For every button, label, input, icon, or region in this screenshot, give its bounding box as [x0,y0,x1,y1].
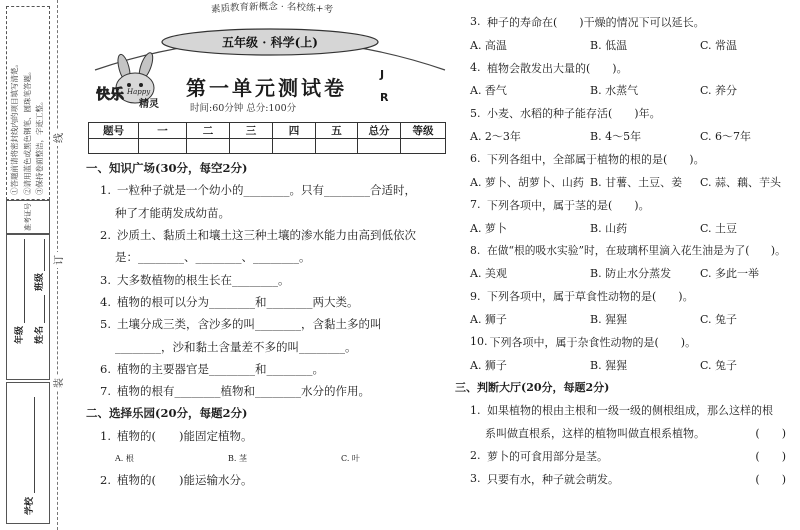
school-fill-line [34,397,35,493]
rabbit-eye-icon [139,83,143,87]
section-heading: 三、判断大厅(20分，每题2分) [455,381,610,395]
seal-mark-pack: 装 [50,375,65,391]
options-row [455,307,792,330]
question-text: 大多数植物的根生长在________。 [117,272,290,287]
answer-option: C. 土豆 [700,221,738,235]
class-label: 班级 [35,272,45,291]
question-text: 植物的( )能固定植物。 [117,428,253,443]
question-line [455,330,792,353]
slogan: 素质教育新概念 · 名校练+考 [210,1,334,16]
question-text: ________，沙和黏土含量差不多的叫________。 [115,339,357,354]
question-line [86,268,448,290]
options-row [86,447,448,469]
question-line [86,224,448,246]
logo-text-top: 快乐 [96,87,124,103]
answer-option: B. 茎 [228,453,247,463]
answer-option: B. 防止水分蒸发 [590,267,672,281]
question-number: 3. [470,472,481,486]
options-row [455,79,792,102]
answer-option: B. 4～5年 [590,130,642,144]
notice-line: ①答题前请将密封线内的项目填写清楚。 [10,60,19,195]
question-number: 2. [100,473,111,488]
question-text: 只要有水，种子就会萌发。 [487,472,619,486]
right-question-column [455,11,792,491]
question-text: 植物的根可以分为________和________两大类。 [117,294,359,309]
score-cell [273,139,316,154]
answer-option: A. 美观 [470,267,507,281]
side-letter: R [380,91,389,104]
continuation-line [86,202,448,224]
question-line [455,11,792,34]
answer-option: A. 萝卜、胡萝卜、山药 [470,175,584,189]
question-number: 8. [470,243,481,257]
answer-option: B. 猩猩 [590,358,628,372]
answer-option: A. 2～3年 [470,130,521,144]
question-line [86,358,448,380]
notice-line: ③保持卷面整洁，字迹工整。 [35,97,44,195]
options-row [455,262,792,285]
question-text: 沙质土、黏质土和壤土这三种土壤的渗水能力由高到低依次 [117,228,416,243]
answer-option: A. 狮子 [470,358,507,372]
score-cell [401,139,446,154]
answer-option: C. 养分 [700,84,738,98]
question-text: 小麦、水稻的种子能存活( )年。 [487,107,661,121]
score-cell [187,139,230,154]
grade-label: 年级 [15,325,25,344]
seal-mark-line: 线 [50,130,65,146]
options-row [455,33,792,56]
score-table-header-cell: 等级 [401,123,446,139]
score-table-header-row [89,123,446,139]
exam-time-and-score: 时间:60分钟 总分:100分 [190,103,297,114]
question-line [455,285,792,308]
question-number: 1. [470,403,481,417]
question-line [455,193,792,216]
notice-line: ②请用蓝色或黑色钢笔、圆珠笔答题。 [22,67,32,195]
options-row [455,353,792,376]
score-table-header-cell: 题号 [89,123,139,139]
question-number: 9. [470,289,481,303]
answer-option: A. 香气 [470,84,507,98]
question-line [86,291,448,313]
answer-option: A. 狮子 [470,312,507,326]
question-number: 1. [100,183,111,198]
answer-option: B. 水蒸气 [590,84,639,98]
question-line [455,102,792,125]
question-text: 系叫做直根系，这样的植物叫做直根系植物。 [485,427,705,441]
question-number: 5. [100,317,111,332]
class-fill-line [44,239,45,271]
answer-option: C. 兔子 [700,312,738,326]
answer-option: C. 6～7年 [700,130,752,144]
question-number: 4. [470,61,481,75]
slogan-text [210,0,334,15]
judge-bracket: ( ) [755,449,786,463]
score-table-score-row [89,139,446,154]
name-label: 姓名 [35,325,45,344]
continuation-line [455,422,792,445]
question-text: 萝卜的可食用部分是茎。 [487,449,608,463]
question-line [455,467,792,490]
question-number: 5. [470,106,481,120]
judge-bracket: ( ) [755,472,786,486]
answer-option: A. 高温 [470,38,507,52]
score-table-header-cell: 五 [316,123,358,139]
question-text: 植物会散发出大量的( )。 [487,61,628,75]
options-row [455,125,792,148]
question-text: 一粒种子就是一个幼小的________。只有________合适时， [117,183,416,198]
question-text: 植物的( )能运输水分。 [117,473,253,488]
section-heading: 二、选择乐园(20分，每题2分) [86,406,248,421]
score-table-header-cell: 四 [273,123,316,139]
continuation-line [86,335,448,357]
grade-fill-line [24,239,25,323]
grade-subject: 五年级 · 科学(上) [222,35,318,50]
question-text: 植物的主要器官是________和________。 [117,361,324,376]
logo-text-bottom: 精灵 [139,99,159,110]
answer-option: C. 多此一举 [700,267,760,281]
exam-number-label: 准考证号 [24,203,32,231]
score-cell [316,139,358,154]
question-line [86,425,448,447]
question-line [86,179,448,201]
answer-option: C. 常温 [700,38,738,52]
question-number: 6. [470,152,481,166]
question-number: 7. [100,384,111,399]
answer-option: C. 兔子 [700,358,738,372]
score-cell [230,139,273,154]
score-table-header-cell: 一 [139,123,187,139]
question-text: 下列各项中，属于草食性动物的是( )。 [487,290,694,304]
question-text: 土壤分成三类，含沙多的叫________，含黏土多的叫 [117,317,382,332]
rabbit-eye-icon [127,83,131,87]
question-number: 10. [470,335,488,349]
score-table [88,122,446,154]
answer-option: A. 萝卜 [470,221,507,235]
question-number: 4. [100,294,111,309]
score-table-header-cell: 总分 [358,123,401,139]
score-cell [89,139,139,154]
question-number: 1. [100,428,111,443]
name-fill-line [44,295,45,323]
question-text: 下列各项中，属于茎的是( )。 [487,198,650,212]
question-text: 下列各项中，属于杂食性动物的是( )。 [489,335,697,349]
student-info-box [6,234,50,380]
question-text: 植物的根有________植物和________水分的作用。 [117,384,370,399]
question-text: 在做“根的吸水实验”时，在玻璃杯里滴入花生油是为了( )。 [487,243,786,257]
question-line [86,380,448,402]
question-number: 2. [100,228,111,243]
options-row [455,170,792,193]
question-text: 下列各组中，全部属于植物的根的是( )。 [487,152,705,166]
question-line [455,239,792,262]
answer-option: A. 根 [115,453,134,463]
question-line [455,56,792,79]
section-heading: 一、知识广场(30分，每空2分) [86,161,248,176]
answer-option: B. 猩猩 [590,312,628,326]
logo-text-en: Happy [127,88,151,96]
question-number: 2. [470,449,481,463]
side-letter: J [380,68,385,81]
continuation-line [86,246,448,268]
judge-bracket: ( ) [755,427,786,441]
question-text: 是：________、________、________。 [115,250,311,265]
page-title: 第一单元测试卷 [186,76,347,100]
exam-number-box [6,200,50,234]
question-text: 如果植物的根由主根和一级一级的侧根组成，那么这样的根 [487,404,773,418]
answer-option: B. 低温 [590,38,628,52]
question-text: 种子的寿命在( )干燥的情况下可以延长。 [487,15,705,29]
school-label: 学校 [25,496,35,515]
score-table-header-cell: 二 [187,123,230,139]
seal-mark-bind: 订 [50,252,65,268]
score-cell [139,139,187,154]
question-line [86,313,448,335]
question-line [455,399,792,422]
question-line [455,148,792,171]
question-number: 7. [470,198,481,212]
answer-option: B. 山药 [590,221,628,235]
question-number: 3. [100,272,111,287]
answer-option: C. 叶 [341,453,360,463]
question-line [455,445,792,468]
answer-option: C. 蒜、藕、芋头 [700,175,782,189]
question-number: 3. [470,15,481,29]
answer-option: B. 甘薯、土豆、姜 [590,175,683,189]
left-question-column [86,157,448,491]
school-info-box [6,382,50,524]
options-row [455,216,792,239]
score-cell [358,139,401,154]
question-line [86,469,448,491]
question-text: 种了才能萌发成幼苗。 [115,205,230,220]
question-number: 6. [100,361,111,376]
score-table-header-cell: 三 [230,123,273,139]
